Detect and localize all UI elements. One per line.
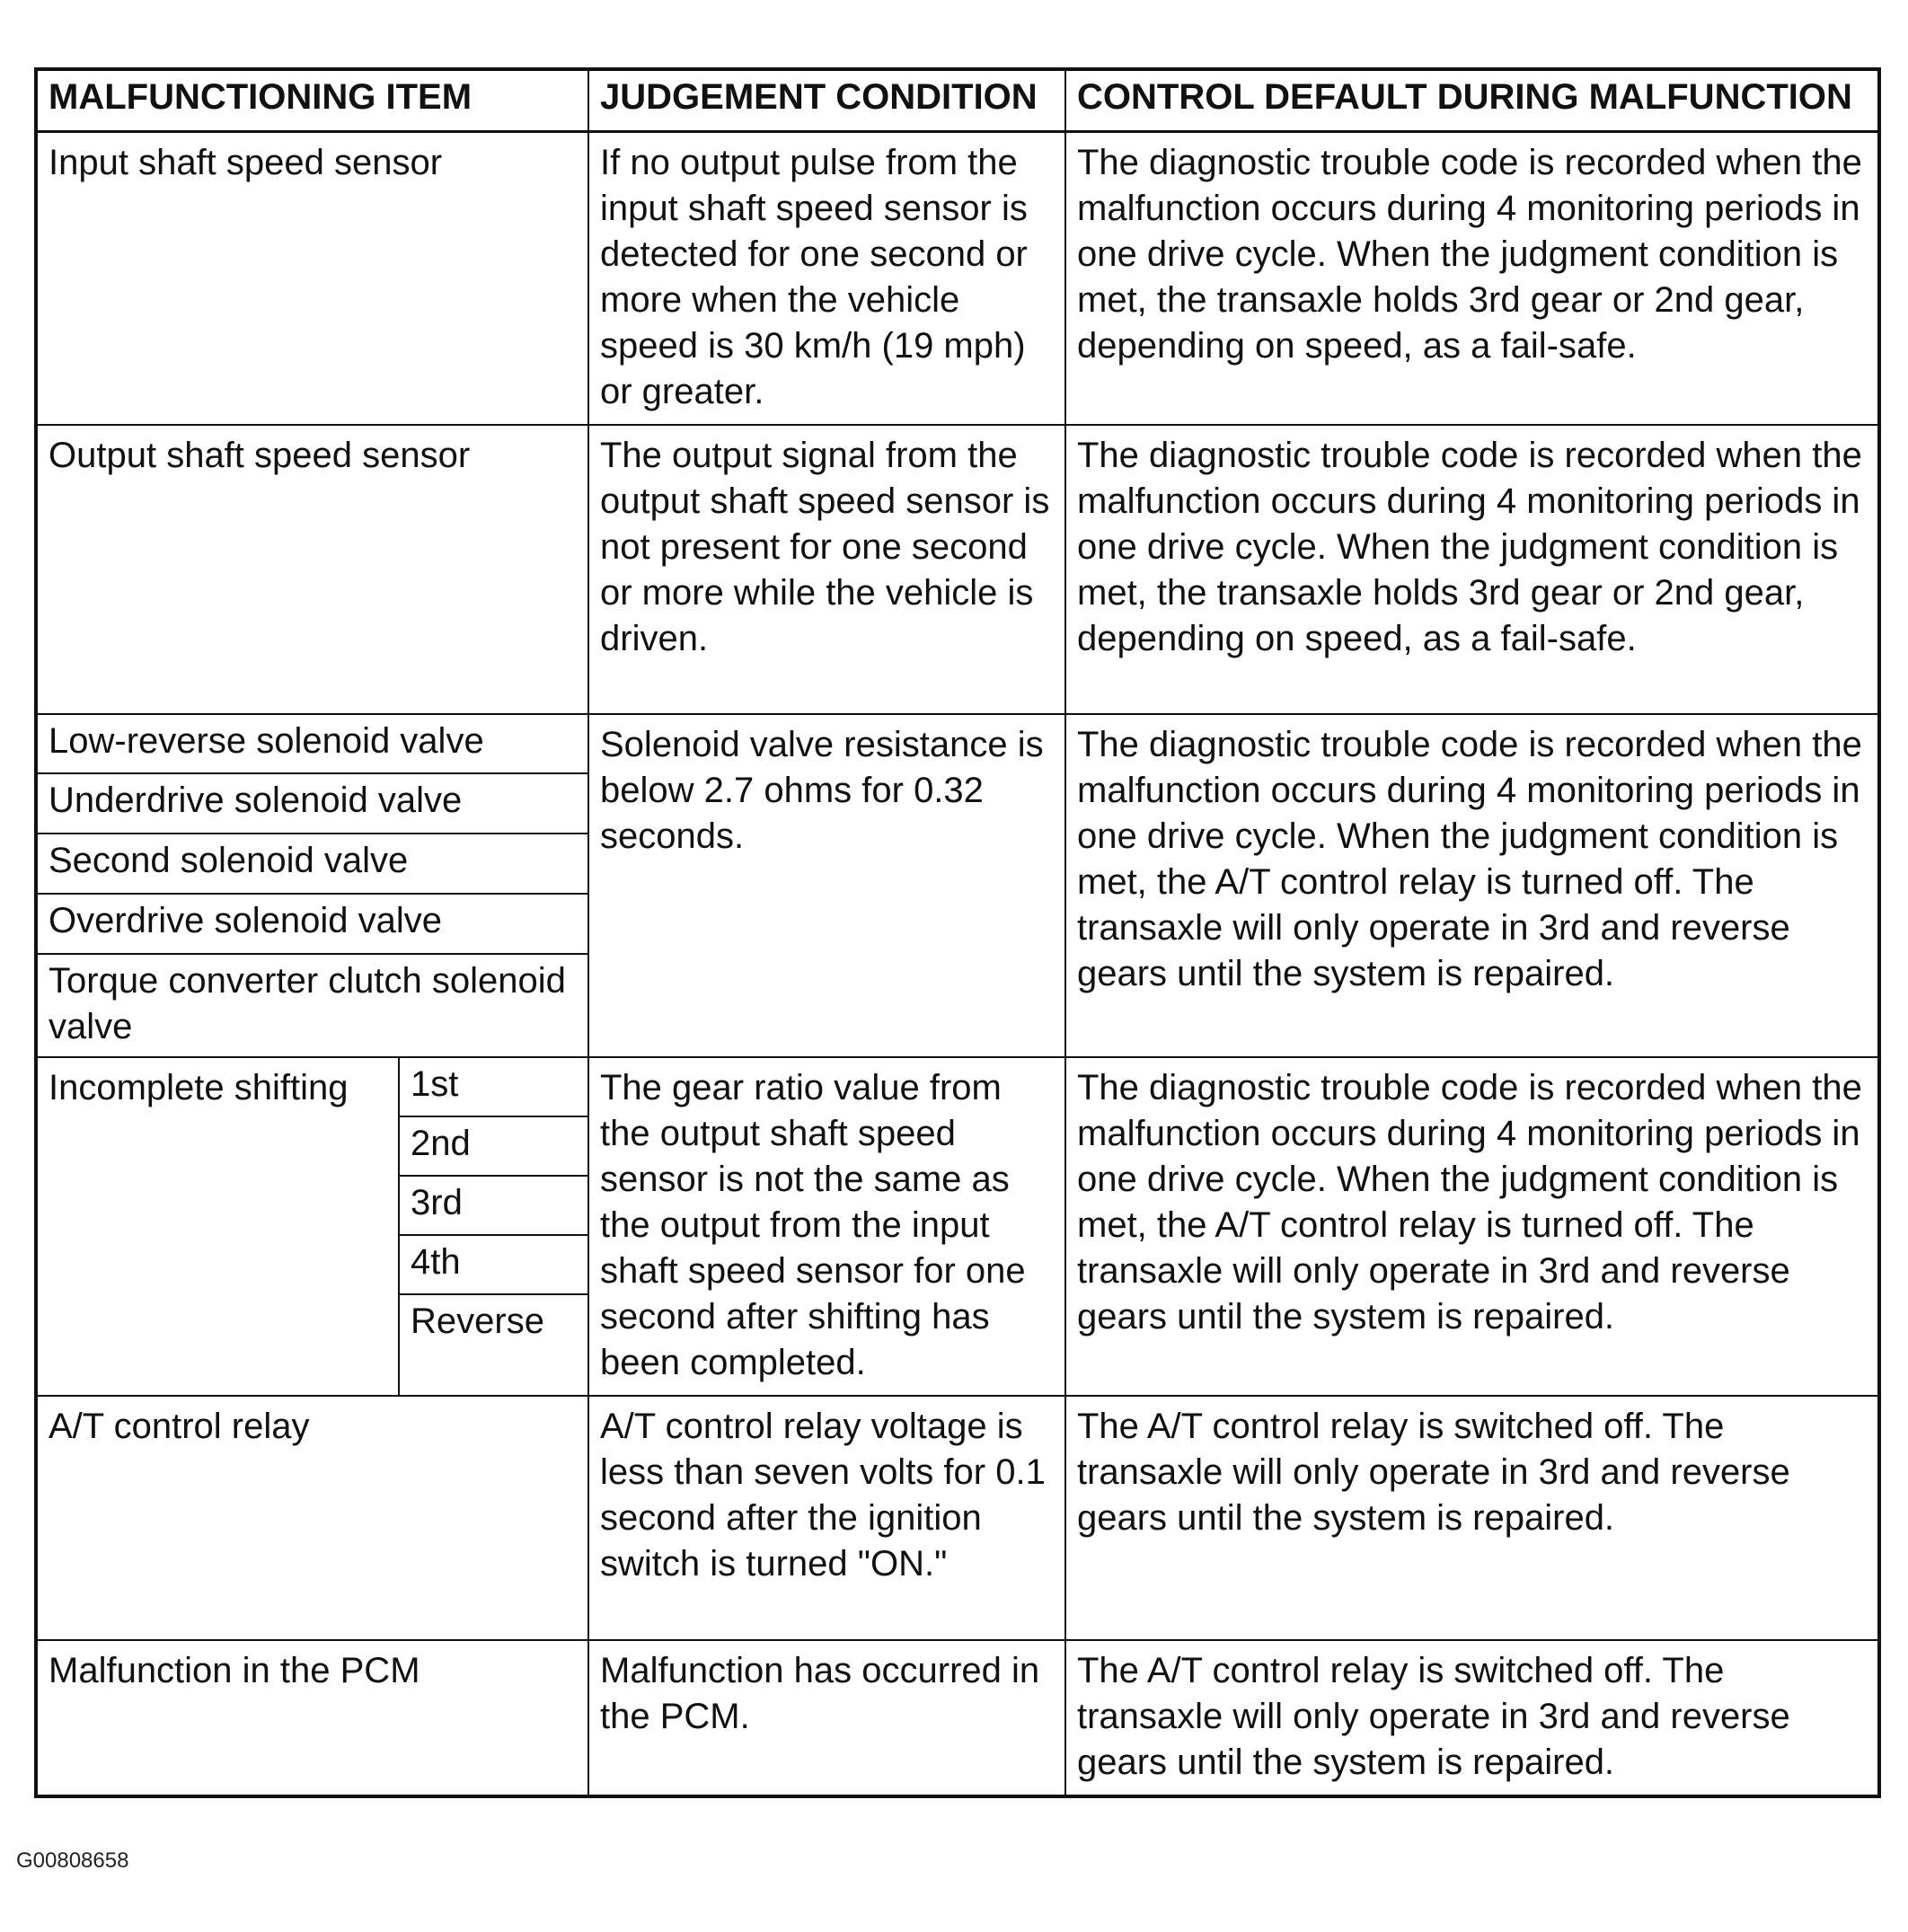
- gear-cell: [399, 1057, 588, 1396]
- solenoid-list: [38, 715, 587, 1055]
- header-malfunctioning-item: MALFUNCTIONING ITEM: [36, 69, 588, 132]
- table-row: [36, 1396, 1879, 1640]
- malfunction-table: [34, 67, 1881, 1798]
- table-row: [36, 1057, 1879, 1396]
- condition-cell: Malfunction has occurred in the PCM.: [588, 1640, 1065, 1796]
- table-row: [36, 132, 1879, 426]
- table-row: [36, 425, 1879, 714]
- header-judgement-condition: JUDGEMENT CONDITION: [588, 69, 1065, 132]
- list-item: 1st: [400, 1058, 587, 1117]
- table-row: [36, 1640, 1879, 1796]
- figure-id: G00808658: [16, 1848, 129, 1873]
- condition-cell: A/T control relay voltage is less than seven volts for 0.1 second after the ignition switch is turned "ON.": [588, 1396, 1065, 1640]
- list-item: Underdrive solenoid valve: [38, 774, 587, 834]
- list-item: Low-reverse solenoid valve: [38, 715, 587, 774]
- default-cell: The diagnostic trouble code is recorded when the malfunction occurs during 4 monitoring periods in one drive cycle. When the judgment condition is met, the A/T control relay is turned off. The transaxle will only operate in 3rd and reverse gears until the system is repaired.: [1065, 1057, 1879, 1396]
- default-cell: The diagnostic trouble code is recorded when the malfunction occurs during 4 monitoring periods in one drive cycle. When the judgment condition is met, the transaxle holds 3rd gear or 2nd gear, depending on speed, as a fail-safe.: [1065, 132, 1879, 426]
- list-item: 4th: [400, 1236, 587, 1295]
- list-item: 3rd: [400, 1177, 587, 1236]
- list-item: Torque converter clutch solenoid valve: [49, 961, 566, 1046]
- default-cell: The diagnostic trouble code is recorded when the malfunction occurs during 4 monitoring periods in one drive cycle. When the judgment condition is met, the A/T control relay is turned off. The transaxle will only operate in 3rd and reverse gears until the system is repaired.: [1065, 714, 1879, 1057]
- condition-cell: The output signal from the output shaft speed sensor is not present for one second or more while the vehicle is driven.: [588, 425, 1065, 714]
- item-cell: Incomplete shifting: [36, 1057, 399, 1396]
- item-cell: A/T control relay: [36, 1396, 588, 1640]
- item-cell: Malfunction in the PCM: [36, 1640, 588, 1796]
- list-item: Second solenoid valve: [38, 834, 587, 895]
- header-row: [36, 69, 1879, 132]
- solenoid-items-cell: [36, 714, 588, 1057]
- list-item: 2nd: [400, 1117, 587, 1177]
- header-control-default: CONTROL DEFAULT DURING MALFUNCTION: [1065, 69, 1879, 132]
- condition-cell: If no output pulse from the input shaft speed sensor is detected for one second or more when the vehicle speed is 30 km/h (19 mph) or greater.: [588, 132, 1065, 426]
- default-cell: The A/T control relay is switched off. The transaxle will only operate in 3rd and reverse gears until the system is repaired.: [1065, 1396, 1879, 1640]
- condition-cell: The gear ratio value from the output shaft speed sensor is not the same as the output from the input shaft speed sensor for one second after shifting has been completed.: [588, 1057, 1065, 1396]
- list-item: Overdrive solenoid valve: [38, 895, 587, 955]
- default-cell: The A/T control relay is switched off. The transaxle will only operate in 3rd and reverse gears until the system is repaired.: [1065, 1640, 1879, 1796]
- item-cell: Input shaft speed sensor: [36, 132, 588, 426]
- malfunction-table-container: [34, 67, 1877, 1798]
- item-cell: Output shaft speed sensor: [36, 425, 588, 714]
- table-row: [36, 714, 1879, 1057]
- condition-cell: Solenoid valve resistance is below 2.7 ohms for 0.32 seconds.: [588, 714, 1065, 1057]
- default-cell: The diagnostic trouble code is recorded when the malfunction occurs during 4 monitoring periods in one drive cycle. When the judgment condition is met, the transaxle holds 3rd gear or 2nd gear, depending on speed, as a fail-safe.: [1065, 425, 1879, 714]
- gear-list: [400, 1058, 587, 1354]
- list-item: Reverse: [411, 1301, 544, 1341]
